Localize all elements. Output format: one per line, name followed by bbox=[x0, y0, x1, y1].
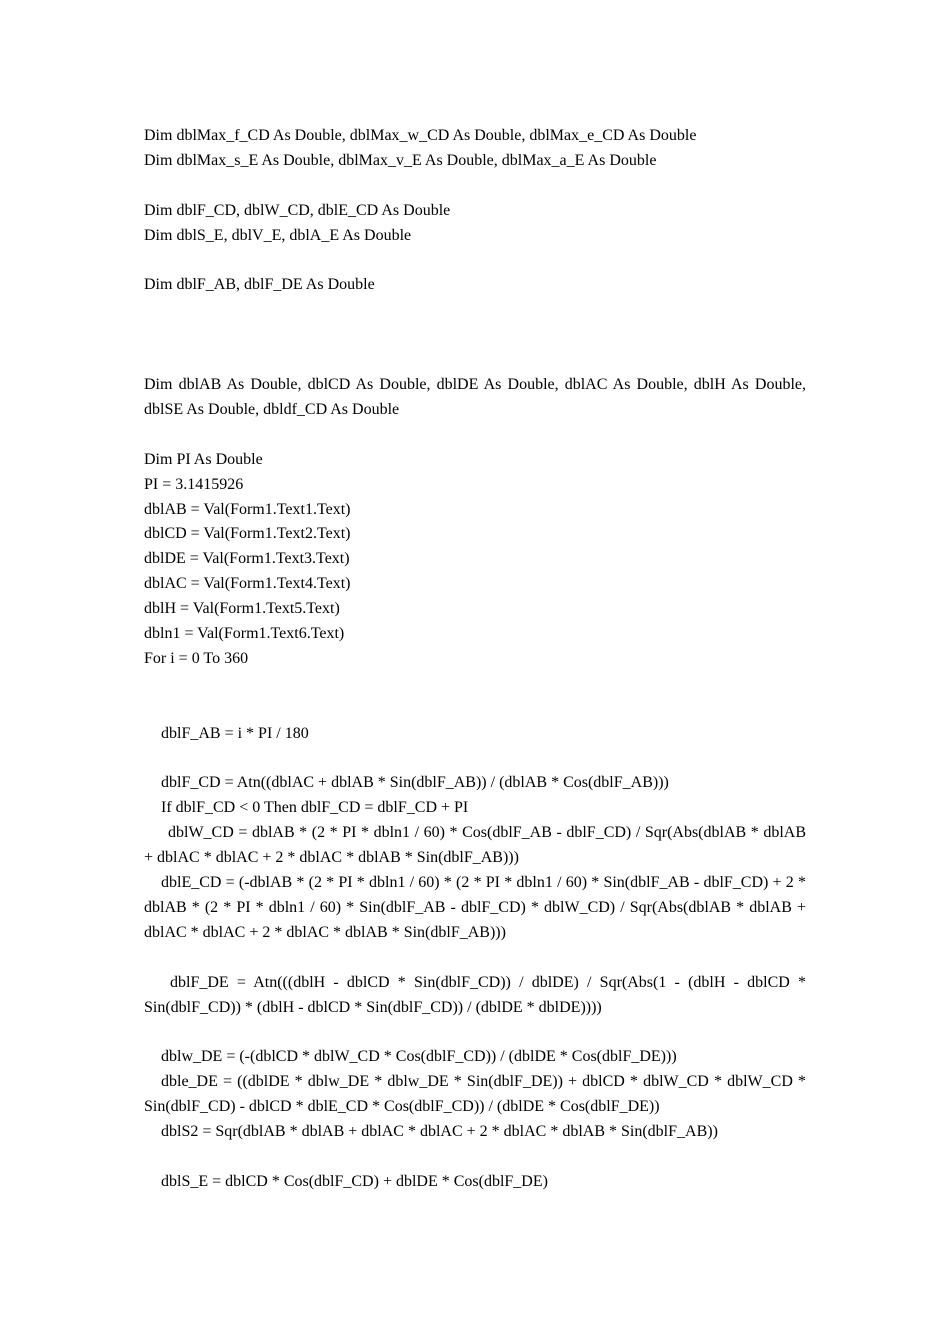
blank-line bbox=[144, 747, 806, 772]
code-line: dblDE = Val(Form1.Text3.Text) bbox=[144, 550, 350, 568]
code-line: dblE_CD = (-dblAB * (2 * PI * dbln1 / 60) * (2 * PI * dbln1 / 60) * Sin(dblF_AB - dblF_CD) + 2 * dblAB * (2 * PI * dbln1 / 60) * Sin(dblF_AB - dblF_CD) * dblW_CD) / Sqr(Abs(dblAB * dblAB + dblAC * dblAC + 2 * dblAC * dblAB * Sin(dblF_AB))) bbox=[144, 874, 806, 941]
blank-line bbox=[144, 348, 806, 373]
code-line: dblw_DE = (-(dblCD * dblW_CD * Cos(dblF_CD)) / (dblDE * Cos(dblF_DE))) bbox=[161, 1048, 677, 1066]
blank-line bbox=[144, 323, 806, 348]
blank-line bbox=[144, 423, 806, 448]
code-line: dblF_CD = Atn((dblAC + dblAB * Sin(dblF_AB)) / (dblAB * Cos(dblF_AB))) bbox=[161, 774, 669, 792]
code-line: dblW_CD = dblAB * (2 * PI * dbln1 / 60) * Cos(dblF_AB - dblF_CD) / Sqr(Abs(dblAB * dblAB + dblAC * dblAC + 2 * dblAC * dblAB * Sin(dblF_AB))) bbox=[144, 824, 806, 867]
code-line: Dim dblAB As Double, dblCD As Double, dblDE As Double, dblAC As Double, dblH As Double, dblSE As Double, dbldf_CD As Double bbox=[144, 375, 806, 418]
blank-line bbox=[144, 1145, 806, 1170]
blank-line bbox=[144, 946, 806, 971]
code-line: dbln1 = Val(Form1.Text6.Text) bbox=[144, 625, 345, 643]
code-line: If dblF_CD < 0 Then dblF_CD = dblF_CD + PI bbox=[161, 799, 469, 817]
code-line: Dim dblS_E, dblV_E, dblA_E As Double bbox=[144, 226, 412, 244]
code-line: dblF_DE = Atn(((dblH - dblCD * Sin(dblF_CD)) / dblDE) / Sqr(Abs(1 - (dblH - dblCD * Sin(dblF_CD)) * (dblH - dblCD * Sin(dblF_CD)) / (dblDE * dblDE)))) bbox=[144, 973, 806, 1016]
code-line: dblS2 = Sqr(dblAB * dblAB + dblAC * dblAC + 2 * dblAC * dblAB * Sin(dblF_AB)) bbox=[161, 1123, 718, 1141]
code-line: Dim PI As Double bbox=[144, 450, 263, 468]
code-line: dble_DE = ((dblDE * dblw_DE * dblw_DE * Sin(dblF_DE)) + dblCD * dblW_CD * dblW_CD * Sin(dblF_CD) - dblCD * dblE_CD * Cos(dblF_CD)) / (dblDE * Cos(dblF_DE)) bbox=[144, 1073, 806, 1116]
code-line: Dim dblF_CD, dblW_CD, dblE_CD As Double bbox=[144, 201, 451, 219]
code-line: dblH = Val(Form1.Text5.Text) bbox=[144, 600, 340, 618]
blank-line bbox=[144, 249, 806, 274]
code-line: dblS_E = dblCD * Cos(dblF_CD) + dblDE * Cos(dblF_DE) bbox=[161, 1172, 548, 1190]
blank-line bbox=[144, 697, 806, 722]
code-text-block bbox=[144, 124, 806, 1195]
blank-line bbox=[144, 1020, 806, 1045]
blank-line bbox=[144, 672, 806, 697]
code-line: dblAB = Val(Form1.Text1.Text) bbox=[144, 500, 351, 518]
code-line: Dim dblMax_s_E As Double, dblMax_v_E As Double, dblMax_a_E As Double bbox=[144, 151, 657, 169]
code-line: dblCD = Val(Form1.Text2.Text) bbox=[144, 525, 351, 543]
code-line: PI = 3.1415926 bbox=[144, 475, 244, 493]
code-line: dblF_AB = i * PI / 180 bbox=[161, 724, 309, 742]
code-line: For i = 0 To 360 bbox=[144, 649, 249, 667]
code-line: Dim dblMax_f_CD As Double, dblMax_w_CD As Double, dblMax_e_CD As Double bbox=[144, 127, 697, 144]
code-line: dblAC = Val(Form1.Text4.Text) bbox=[144, 575, 351, 593]
blank-line bbox=[144, 298, 806, 323]
code-line: Dim dblF_AB, dblF_DE As Double bbox=[144, 276, 375, 294]
blank-line bbox=[144, 174, 806, 199]
